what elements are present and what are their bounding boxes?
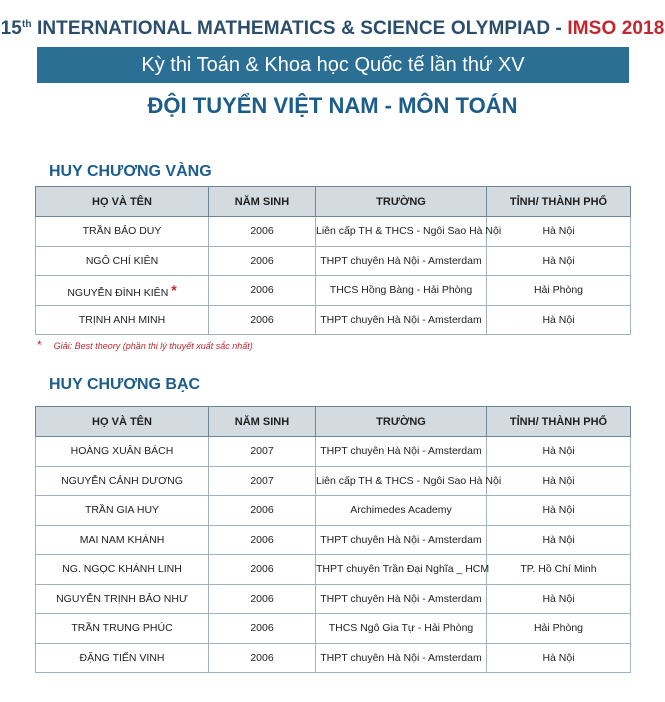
table-row [36, 305, 631, 335]
student-name: TRẦN BẢO DUY [36, 217, 209, 247]
province: Hà Nội [487, 466, 631, 496]
birth-year: 2007 [209, 466, 316, 496]
table-row [36, 466, 631, 496]
school: Liên cấp TH & THCS - Ngôi Sao Hà Nội [316, 466, 487, 496]
col-header-school: TRƯỜNG [316, 187, 487, 217]
school: THPT chuyên Hà Nội - Amsterdam [316, 525, 487, 555]
header-number: 15 [0, 18, 22, 39]
birth-year: 2006 [209, 496, 316, 526]
province: Hà Nội [487, 496, 631, 526]
province: Hà Nội [487, 246, 631, 276]
gold-table [35, 186, 631, 335]
table-row [36, 643, 631, 673]
col-header-province: TỈNH/ THÀNH PHỐ [487, 187, 631, 217]
col-header-birth-year: NĂM SINH [209, 407, 316, 437]
silver-header-row [36, 407, 631, 437]
student-name: TRỊNH ANH MINH [36, 305, 209, 335]
col-header-province: TỈNH/ THÀNH PHỐ [487, 407, 631, 437]
school: THPT chuyên Hà Nội - Amsterdam [316, 643, 487, 673]
silver-table [35, 406, 631, 673]
subtitle-banner: Kỳ thi Toán & Khoa học Quốc tế lần thứ XV [37, 47, 629, 83]
header-year: IMSO 2018 [567, 18, 665, 39]
birth-year: 2006 [209, 614, 316, 644]
province: Hà Nội [487, 643, 631, 673]
student-name: TRẦN GIA HUY [36, 496, 209, 526]
province: Hà Nội [487, 217, 631, 247]
province: Hà Nội [487, 437, 631, 467]
team-title: ĐỘI TUYỂN VIỆT NAM - MÔN TOÁN [147, 93, 518, 118]
olympiad-header [0, 18, 665, 40]
table-row [36, 276, 631, 306]
col-header-school: TRƯỜNG [316, 407, 487, 437]
school: THCS Ngô Gia Tự - Hải Phòng [316, 614, 487, 644]
province: Hà Nội [487, 584, 631, 614]
student-name: NGUYỄN ĐÌNH KIÊN [67, 286, 169, 299]
col-header-birth-year: NĂM SINH [209, 187, 316, 217]
table-row [36, 584, 631, 614]
silver-section-title: HUY CHƯƠNG BẠC [49, 376, 201, 393]
col-header-name: HỌ VÀ TÊN [36, 407, 209, 437]
header-ordinal: th [21, 19, 32, 30]
school: THPT chuyên Trần Đại Nghĩa _ HCM [316, 555, 487, 585]
school: THPT chuyên Hà Nội - Amsterdam [316, 246, 487, 276]
birth-year: 2006 [209, 555, 316, 585]
table-row [36, 555, 631, 585]
student-name: ĐẶNG TIẾN VINH [36, 643, 209, 673]
table-row [36, 437, 631, 467]
province: TP. Hồ Chí Minh [487, 555, 631, 585]
header-event: INTERNATIONAL MATHEMATICS & SCIENCE OLYMPIAD - [31, 18, 568, 39]
table-row [36, 525, 631, 555]
birth-year: 2006 [209, 584, 316, 614]
student-name: NG. NGỌC KHÁNH LINH [36, 555, 209, 585]
school: THPT chuyên Hà Nội - Amsterdam [316, 584, 487, 614]
footnote-star-icon: * [37, 338, 42, 352]
col-header-name: HỌ VÀ TÊN [36, 187, 209, 217]
school: Liên cấp TH & THCS - Ngôi Sao Hà Nội [316, 217, 487, 247]
footnote-text: Giải: Best theory (phần thi lý thuyết xuất sắc nhất) [53, 341, 253, 351]
province: Hải Phòng [487, 614, 631, 644]
province: Hà Nội [487, 525, 631, 555]
student-name: NGÔ CHÍ KIÊN [36, 246, 209, 276]
award-star-icon: * [171, 281, 177, 298]
birth-year: 2006 [209, 276, 316, 306]
school: Archimedes Academy [316, 496, 487, 526]
student-name: NGUYỄN CẢNH DƯƠNG [36, 466, 209, 496]
birth-year: 2006 [209, 246, 316, 276]
birth-year: 2006 [209, 643, 316, 673]
table-row [36, 246, 631, 276]
province: Hà Nội [487, 305, 631, 335]
student-name: TRẦN TRUNG PHÚC [36, 614, 209, 644]
school: THPT chuyên Hà Nội - Amsterdam [316, 437, 487, 467]
province: Hải Phòng [487, 276, 631, 306]
table-row [36, 217, 631, 247]
gold-section-title: HUY CHƯƠNG VÀNG [49, 163, 212, 180]
birth-year: 2006 [209, 217, 316, 247]
table-row [36, 614, 631, 644]
student-name-cell [36, 276, 209, 306]
student-name: HOÀNG XUÂN BÁCH [36, 437, 209, 467]
school: THCS Hồng Bàng - Hải Phòng [316, 276, 487, 306]
best-theory-footnote [37, 338, 253, 352]
birth-year: 2006 [209, 305, 316, 335]
birth-year: 2006 [209, 525, 316, 555]
school: THPT chuyên Hà Nội - Amsterdam [316, 305, 487, 335]
table-row [36, 496, 631, 526]
birth-year: 2007 [209, 437, 316, 467]
gold-header-row [36, 187, 631, 217]
student-name: NGUYỄN TRỊNH BẢO NHƯ [36, 584, 209, 614]
student-name: MAI NAM KHÁNH [36, 525, 209, 555]
